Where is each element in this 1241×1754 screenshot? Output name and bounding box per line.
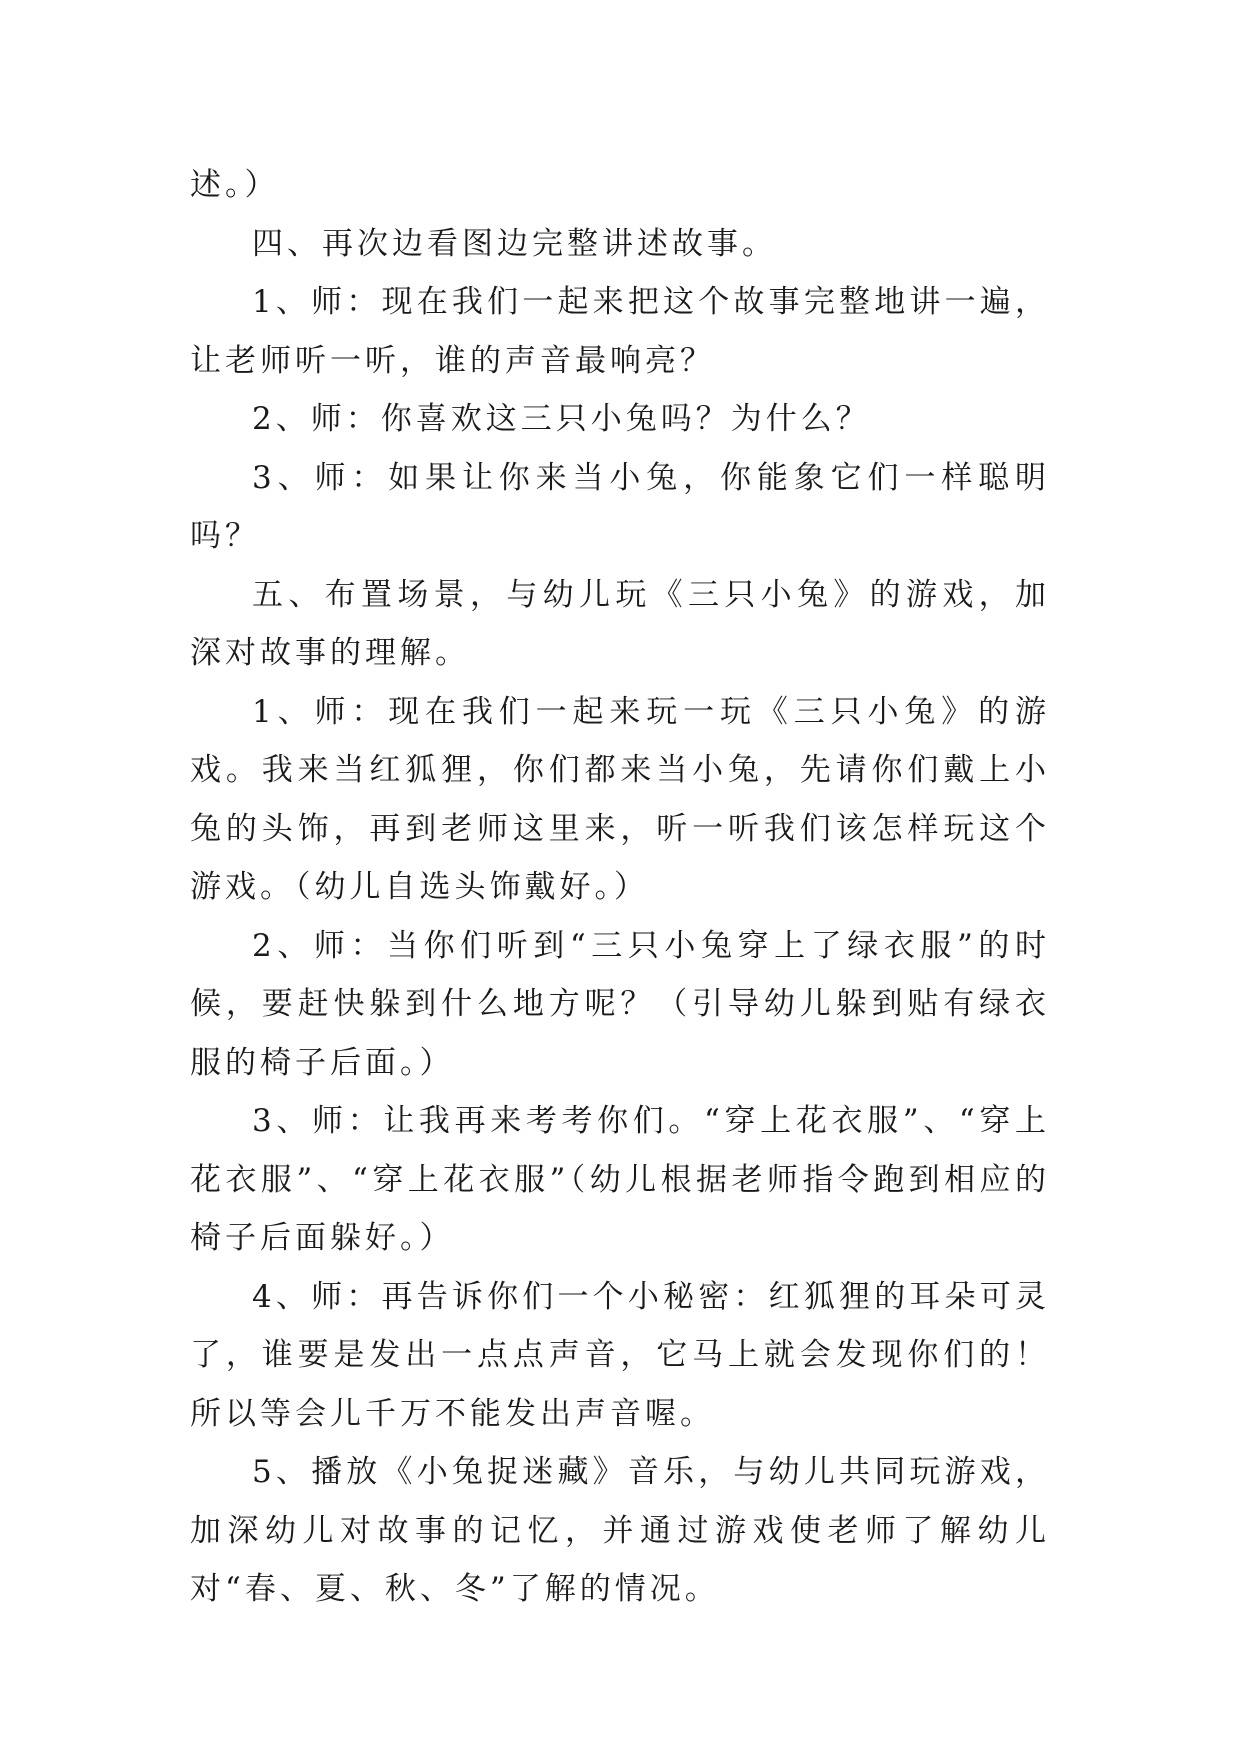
- paragraph-item: 3、师：如果让你来当小兔，你能象它们一样聪明吗？: [190, 459, 1050, 554]
- paragraph-section-four-heading: 四、再次边看图边完整讲述故事。: [252, 225, 777, 262]
- paragraph-continuation: 述。）: [190, 167, 280, 203]
- paragraph-item: 4、师：再告诉你们一个小秘密：红狐狸的耳朵可灵了，谁要是发出一点点声音，它马上就会发现你们的！所以等会儿千万不能发出声音喔。: [190, 1278, 1050, 1432]
- paragraph-item: 2、师：当你们听到“三只小兔穿上了绿衣服”的时候，要赶快躲到什么地方呢？（引导幼儿躲到贴有绿衣服的椅子后面。）: [190, 927, 1050, 1081]
- document-body: [190, 156, 1050, 1619]
- paragraph-item: 1、师：现在我们一起来把这个故事完整地讲一遍，让老师听一听，谁的声音最响亮？: [190, 284, 1050, 379]
- paragraph-section-five-heading: 五、布置场景，与幼儿玩《三只小兔》的游戏，加深对故事的理解。: [190, 576, 1050, 671]
- paragraph-item: 3、师：让我再来考考你们。“穿上花衣服”、“穿上花衣服”、“穿上花衣服”（幼儿根据老师指令跑到相应的椅子后面躲好。）: [190, 1103, 1050, 1256]
- paragraph-item: 1、师：现在我们一起来玩一玩《三只小兔》的游戏。我来当红狐狸，你们都来当小兔，先请你们戴上小兔的头饰，再到老师这里来，听一听我们该怎样玩这个游戏。（幼儿自选头饰戴好。）: [190, 693, 1050, 905]
- paragraph-item: 5、播放《小兔捉迷藏》音乐，与幼儿共同玩游戏，加深幼儿对故事的记忆，并通过游戏使老师了解幼儿对“春、夏、秋、冬”了解的情况。: [190, 1454, 1050, 1607]
- paragraph-item: 2、师：你喜欢这三只小兔吗？为什么？: [252, 401, 871, 437]
